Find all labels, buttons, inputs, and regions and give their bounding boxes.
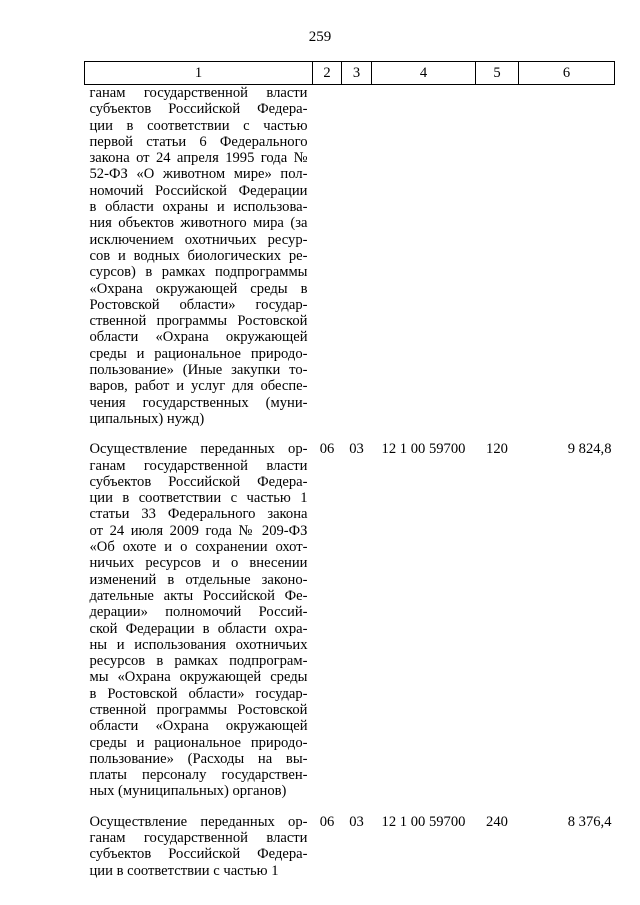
item-name-line: в области охраны и использова- — [89, 199, 308, 216]
item-name-line: платы персоналу государствен- — [89, 767, 308, 784]
item-name-line: ципальных) нужд) — [89, 410, 205, 427]
item-name-line: 52-ФЗ «О животном мире» пол- — [89, 166, 308, 183]
amount-cell: 8 376,4 — [567, 813, 612, 830]
item-name-line: субъектов Российской Федера- — [89, 473, 308, 490]
header-col-1: 1 — [85, 62, 313, 85]
item-name-line: изменений в отдельные законо- — [89, 571, 308, 588]
expense-type-cell: 240 — [486, 813, 508, 830]
budget-table — [84, 61, 615, 879]
item-name-line: субъектов Российской Федера- — [89, 101, 308, 118]
item-name-line: субъектов Российской Федера- — [89, 846, 308, 863]
page-number: 259 — [308, 29, 332, 45]
row-spacer — [85, 427, 615, 441]
item-name-line: мы «Охрана окружающей среды — [89, 669, 308, 686]
item-name-line: дерации» полномочий Россий- — [89, 604, 308, 621]
section-code-cell: 06 — [319, 441, 335, 458]
header-col-3: 3 — [342, 62, 372, 85]
table-row — [85, 85, 615, 428]
item-name-line: среды и рациональное природо- — [89, 345, 308, 362]
item-name-line: сурсов) в рамках подпрограммы — [89, 264, 308, 281]
target-article-cell — [372, 85, 476, 428]
item-name-line: в Ростовской области» государ- — [89, 685, 308, 702]
item-name-cell — [85, 814, 313, 879]
expense-type-cell — [476, 85, 519, 428]
item-name-line: первой статьи 6 Федерального — [89, 133, 308, 150]
item-name-line: пользование» (Иные закупки то- — [89, 362, 308, 379]
item-name-line: ственной программы Ростовской — [89, 701, 308, 718]
expense-type-cell: 120 — [486, 441, 508, 458]
item-name-line: закона от 24 апреля 1995 года № — [89, 150, 308, 167]
section-code-cell: 06 — [319, 813, 335, 830]
header-col-4: 4 — [372, 62, 476, 85]
table-body — [85, 85, 615, 879]
item-name-line: исключением охотничьих ресур- — [89, 231, 308, 248]
target-article-cell: 12 1 00 59700 — [381, 441, 466, 458]
header-col-2: 2 — [313, 62, 342, 85]
item-name-line: ганам государственной власти — [89, 85, 308, 101]
amount-cell: 9 824,8 — [567, 441, 612, 458]
item-name-cell — [85, 85, 313, 428]
item-name-line: ничьих ресурсов и о внесении — [89, 555, 308, 572]
item-name-line: ции в соответствии с частью 1 — [89, 862, 279, 879]
item-name-line: от 24 июля 2009 года № 209-ФЗ — [89, 522, 308, 539]
item-name-line: ции в соответствии с частью — [89, 117, 308, 134]
item-name-line: ской Федерации в области охра- — [89, 620, 308, 637]
item-name-line: ресурсов в рамках подпрограм- — [89, 653, 308, 670]
target-article-cell: 12 1 00 59700 — [381, 813, 466, 830]
subsection-code-cell — [342, 85, 372, 428]
item-name-line: ции в соответствии с частью 1 — [89, 490, 308, 507]
header-col-6: 6 — [519, 62, 615, 85]
header-col-5: 5 — [476, 62, 519, 85]
item-name-line: ганам государственной власти — [89, 830, 308, 847]
item-name-line: «Охрана окружающей среды в — [89, 280, 308, 297]
item-name-line: области «Охрана окружающей — [89, 329, 308, 346]
item-name-line: «Об охоте и о сохранении охот- — [89, 539, 308, 556]
item-name-line: статьи 33 Федерального закона — [89, 506, 308, 523]
row-spacer — [85, 800, 615, 814]
item-name-line: ственной программы Ростовской — [89, 313, 308, 330]
subsection-code-cell: 03 — [349, 441, 364, 458]
table-header — [85, 62, 615, 85]
item-name-line: ганам государственной власти — [89, 457, 308, 474]
amount-cell — [519, 85, 615, 428]
subsection-code-cell: 03 — [349, 813, 364, 830]
item-name-line: области «Охрана окружающей — [89, 718, 308, 735]
item-name-line: дательные акты Российской Фе- — [89, 587, 308, 604]
item-name-line: чения государственных (муни- — [89, 394, 308, 411]
table-row — [85, 441, 615, 800]
table-row — [85, 814, 615, 879]
item-name-line: ных (муниципальных) органов) — [89, 783, 287, 800]
item-name-line: ны и использования охотничьих — [89, 636, 308, 653]
item-name-line: варов, работ и услуг для обеспе- — [89, 378, 308, 395]
item-name-line: Осуществление переданных ор- — [89, 441, 308, 458]
section-code-cell — [313, 85, 342, 428]
item-name-line: сов и водных биологических ре- — [89, 247, 308, 264]
item-name-line: номочий Российской Федерации — [89, 182, 308, 199]
item-name-line: пользование» (Расходы на вы- — [89, 750, 308, 767]
item-name-line: Осуществление переданных ор- — [89, 813, 308, 830]
item-name-cell — [85, 441, 313, 800]
item-name-line: Ростовской области» государ- — [89, 296, 308, 313]
item-name-line: среды и рациональное природо- — [89, 734, 308, 751]
item-name-line: ния объектов животного мира (за — [89, 215, 308, 232]
